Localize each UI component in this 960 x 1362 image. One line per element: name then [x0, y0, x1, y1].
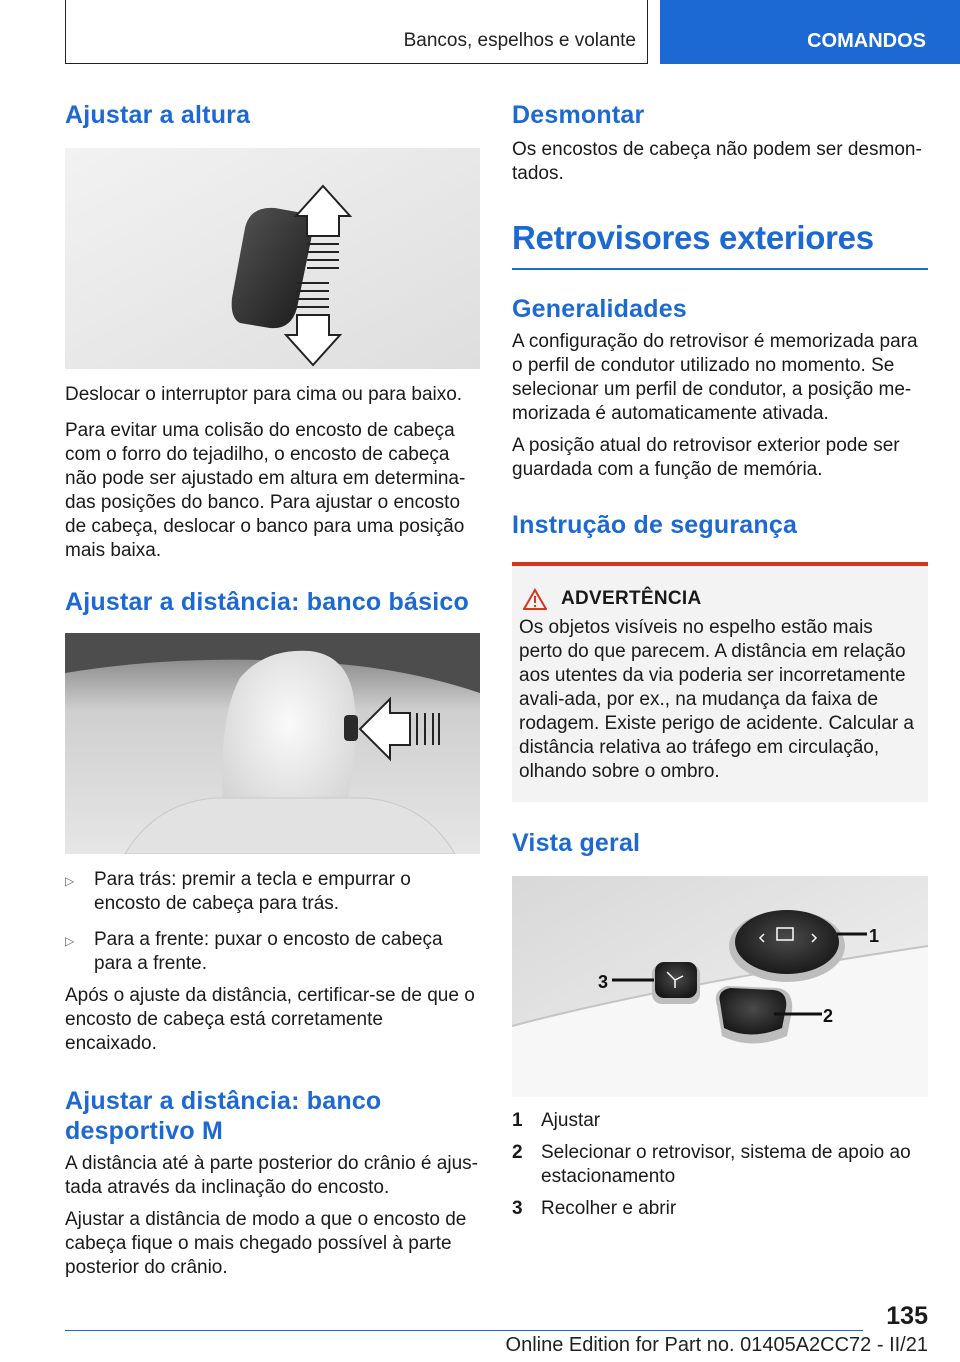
bullet-text: Para trás: premir a tecla e empurrar o encosto de cabeça para trás.	[94, 869, 411, 914]
heading-banco-desportivo: Ajustar a distância: banco desportivo M	[65, 1087, 382, 1145]
text-altura-1: Deslocar o interruptor para cima ou para baixo.	[65, 384, 463, 405]
footer-edition: Online Edition for Part no. 01405A2CC72 - II/21	[505, 1334, 928, 1356]
heading-vista-geral: Vista geral	[512, 829, 641, 857]
header-section-title: Bancos, espelhos e volante	[403, 30, 636, 51]
left-column	[65, 100, 480, 1280]
headrest-illustration	[65, 633, 480, 854]
text-desportivo-1: A distância até à parte posterior do crânio é ajus-tada através da inclinação do encosto.	[65, 1153, 478, 1198]
page-number: 135	[886, 1302, 928, 1330]
figure-height-switch	[65, 148, 480, 369]
text-desmontar: Os encostos de cabeça não podem ser desmon-tados.	[512, 139, 922, 184]
heading-ajustar-altura: Ajustar a altura	[65, 101, 251, 129]
bullet-item	[65, 868, 480, 916]
legend-number: 2	[512, 1142, 523, 1163]
mirror-controls-illustration	[512, 876, 928, 1097]
heading-rule	[512, 268, 928, 270]
callout-1: 1	[869, 926, 880, 946]
figure-headrest-basic	[65, 633, 480, 854]
heading-desmontar: Desmontar	[512, 101, 645, 129]
text-altura-2: Para evitar uma colisão do encosto de cabeça com o forro do tejadilho, o encosto de cabeça não pode ser ajustado em altura em determina-das posições do banco. Para ajustar o encosto de cabeça, deslocar o banco para uma posição mais baixa.	[65, 420, 466, 561]
height-switch-illustration	[65, 148, 480, 369]
text-apos: Após o ajuste da distância, certificar-se de que o encosto de cabeça está corretamente encaixado.	[65, 985, 475, 1054]
warning-triangle-icon	[523, 588, 547, 610]
warning-title: ADVERTÊNCIA	[561, 588, 702, 609]
heading-banco-basico: Ajustar a distância: banco básico	[65, 588, 469, 616]
warning-text: Os objetos visíveis no espelho estão mais perto do que parecem. A distância em relação aos utentes da via poderia ser incorretamente avali-ada, por ex., na mudança da faixa de rodagem. Existe perigo de acidente. Calcular a distância relativa ao tráfego em circulação, olhando sobre o ombro.	[519, 617, 915, 782]
legend-number: 1	[512, 1110, 523, 1131]
legend-number: 3	[512, 1198, 523, 1219]
right-column	[512, 100, 928, 1221]
legend-item	[512, 1197, 928, 1221]
legend-item	[512, 1109, 928, 1133]
warning-header	[519, 588, 921, 610]
footer-rule	[65, 1330, 863, 1331]
heading-seguranca: Instrução de segurança	[512, 511, 798, 539]
warning-box	[512, 562, 928, 802]
header-chapter-tab: COMANDOS	[660, 0, 960, 64]
bullet-text: Para a frente: puxar o encosto de cabeça para a frente.	[94, 929, 443, 974]
text-generalidades-1: A configuração do retrovisor é memorizada para o perfil de condutor utilizado no momento. Se selecionar um perfil de condutor, a posição me-morizada é automaticamente ativada.	[512, 331, 918, 424]
figure-mirror-controls	[512, 876, 928, 1097]
triangle-bullet-icon: ▷	[65, 934, 75, 948]
text-generalidades-2: A posição atual do retrovisor exterior pode ser guardada com a função de memória.	[512, 435, 900, 480]
triangle-bullet-icon: ▷	[65, 874, 75, 888]
heading-generalidades: Generalidades	[512, 295, 687, 323]
legend-text: Recolher e abrir	[541, 1198, 677, 1219]
callout-2: 2	[823, 1006, 834, 1026]
callout-3: 3	[598, 972, 609, 992]
heading-retrovisores: Retrovisores exteriores	[512, 219, 874, 256]
text-desportivo-2: Ajustar a distância de modo a que o encosto de cabeça fique o mais chegado possível à parte posterior do crânio.	[65, 1209, 467, 1278]
legend-item	[512, 1141, 928, 1189]
legend-text: Selecionar o retrovisor, sistema de apoio ao estacionamento	[541, 1142, 911, 1187]
bullet-item	[65, 928, 480, 976]
legend-text: Ajustar	[541, 1110, 601, 1131]
